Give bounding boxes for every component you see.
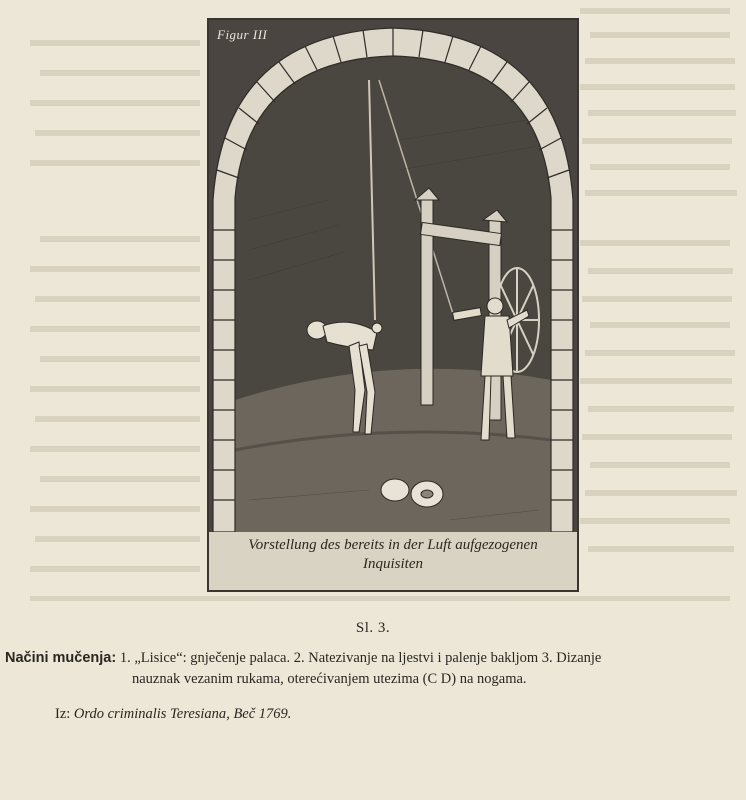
engraving-plate: [207, 18, 579, 592]
plate-figure-number: Figur III: [217, 27, 268, 42]
description-text-line-1: 1. „Lisice“: gnječenje palaca. 2. Natezivanje na ljestvi i palenje bakljom 3. Dizanje: [116, 650, 602, 666]
figure-description: [5, 648, 746, 690]
plate-caption-line-2: Inquisiten: [363, 556, 423, 572]
figure-label: Sl. 3.: [355, 620, 391, 636]
plate-caption: [209, 536, 577, 574]
plate-caption-line-1: Vorstellung des bereits in der Luft aufgezogenen: [248, 537, 538, 553]
source-prefix: Iz:: [55, 706, 74, 722]
description-text-line-2: nauznak vezanim rukama, oterećivanjem utezima (C D) na nogama.: [132, 671, 527, 687]
source-work-title: Ordo criminalis Teresiana: [73, 706, 227, 722]
source-citation: [55, 706, 291, 723]
torture-engraving-illustration: [209, 20, 577, 532]
source-place-year: , Beč 1769.: [226, 706, 292, 722]
description-heading: Načini mučenja:: [5, 650, 117, 666]
